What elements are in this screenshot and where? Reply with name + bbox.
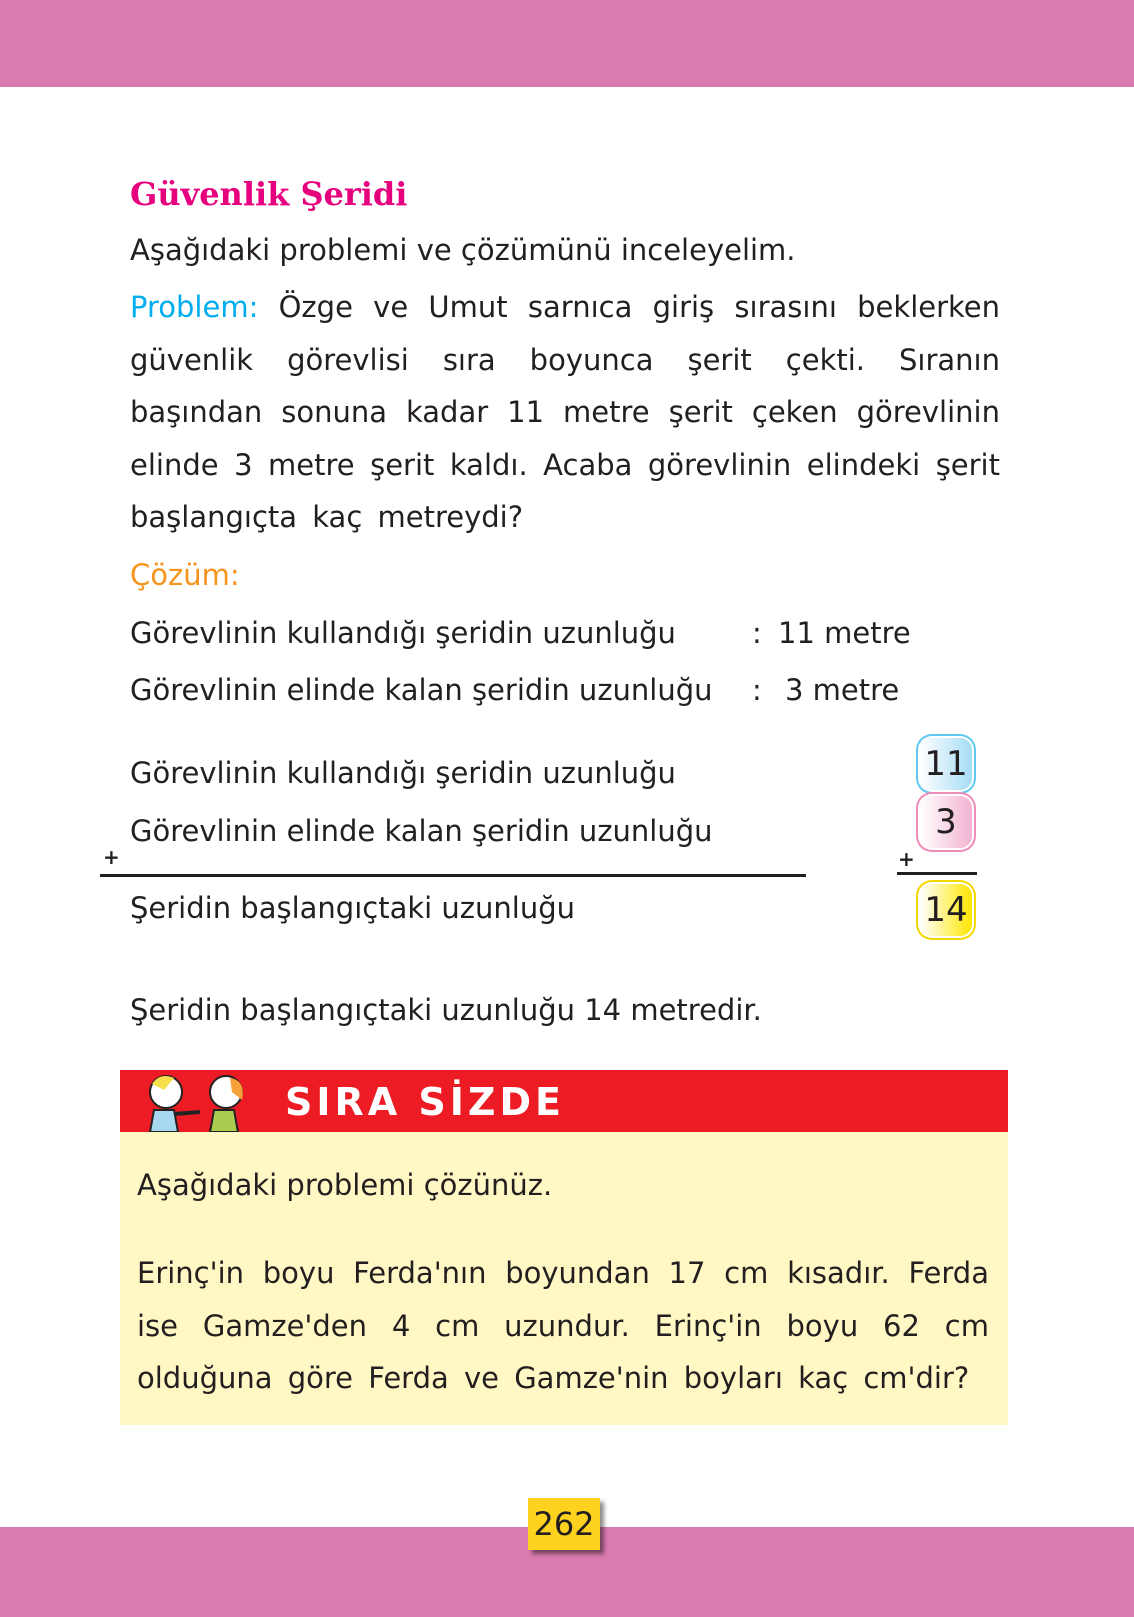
sira-sizde-banner	[120, 1070, 1008, 1132]
sira-sizde-heading: SIRA SİZDE	[285, 1080, 565, 1124]
given-label-2: Görevlinin elinde kalan şeridin uzunluğu	[130, 673, 713, 707]
top-band	[0, 0, 1134, 87]
problem-text: Özge ve Umut sarnıca giriş sırasını beklerken güvenlik görevlisi sıra boyunca şerit çekti. Sıranın başından sonuna kadar 11 metre şerit çeken görevlinin elinde 3 metre şerit kaldı. Acaba görevlinin elindeki şerit başlangıçta kaç metreydi?	[130, 290, 1000, 534]
given-value-1: 11 metre	[778, 616, 911, 650]
section-title: Güvenlik Şeridi	[130, 175, 408, 213]
number-box-11: 11	[920, 738, 972, 790]
sira-sizde-box	[120, 1132, 1008, 1425]
number-box-14: 14	[920, 884, 972, 936]
plus-sign-left: +	[103, 845, 120, 869]
sum-line-right	[897, 872, 977, 875]
sira-sizde-instruction: Aşağıdaki problemi çözünüz.	[137, 1168, 553, 1202]
problem-label: Problem:	[130, 290, 259, 324]
addition-row-1: Görevlinin kullandığı şeridin uzunluğu	[130, 756, 676, 790]
number-box-3: 3	[920, 796, 972, 848]
given-sep-1: :	[752, 616, 762, 650]
addition-result: Şeridin başlangıçtaki uzunluğu	[130, 891, 575, 925]
sira-sizde-problem: Erinç'in boyu Ferda'nın boyundan 17 cm kısadır. Ferda ise Gamze'den 4 cm uzundur. Erinç'in boyu 62 cm olduğuna göre Ferda ve Gamze'nin boyları kaç cm'dir?	[137, 1256, 989, 1395]
conclusion-text: Şeridin başlangıçtaki uzunluğu 14 metredir.	[130, 993, 762, 1027]
given-label-1: Görevlinin kullandığı şeridin uzunluğu	[130, 616, 676, 650]
solution-label: Çözüm:	[130, 558, 240, 592]
plus-sign-right: +	[898, 847, 915, 871]
intro-text: Aşağıdaki problemi ve çözümünü inceleyelim.	[130, 233, 796, 267]
problem-paragraph	[130, 281, 1000, 544]
sum-line-left	[100, 874, 806, 877]
children-illustration-icon	[134, 1070, 264, 1132]
given-value-2: 3 metre	[785, 673, 900, 707]
given-sep-2: :	[752, 673, 762, 707]
addition-row-2: Görevlinin elinde kalan şeridin uzunluğu	[130, 814, 713, 848]
page-number: 262	[528, 1498, 600, 1550]
